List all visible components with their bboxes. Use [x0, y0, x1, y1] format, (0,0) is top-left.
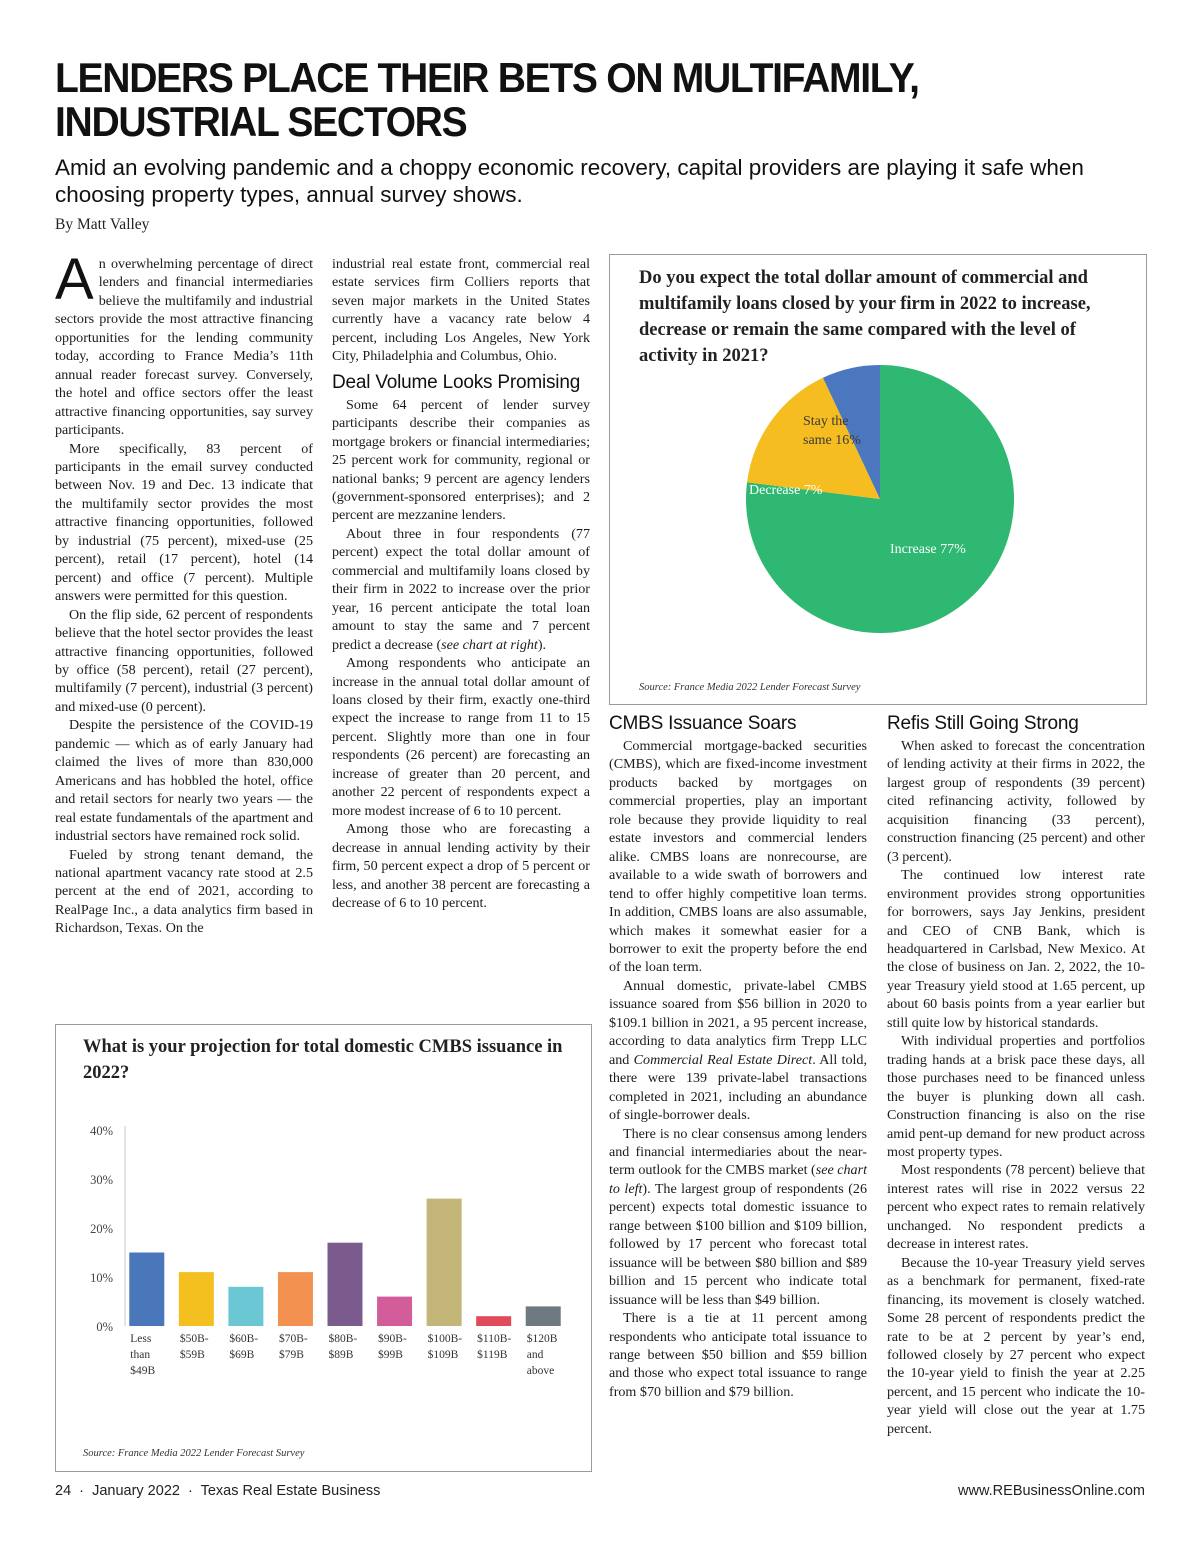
footer-website-link[interactable]: www.REBusinessOnline.com: [958, 1483, 1145, 1499]
x-tick-label: $100B-: [427, 1333, 463, 1345]
x-tick-label: above: [526, 1365, 555, 1377]
paragraph: There is a tie at 11 percent among respondents who anticipate total issuance to range between $50 billion and $59 billion and those who expect total issuance to range from $70 billion and $79 billion.: [609, 1310, 867, 1400]
bar: [179, 1272, 214, 1326]
x-tick-label: $79B: [278, 1349, 304, 1361]
bar-chart-source: Source: France Media 2022 Lender Forecast Survey: [83, 1448, 305, 1459]
paragraph: Fueled by strong tenant demand, the national apartment vacancy rate stood at 2.5 percent at the end of 2021, according to RealPage Inc., a data analytics firm based in Richardson, Texas. On the: [55, 846, 313, 937]
y-tick-label: 0%: [96, 1320, 113, 1334]
paragraph: [332, 525, 590, 654]
x-tick-label: $110B-: [477, 1333, 512, 1345]
y-tick-label: 30%: [90, 1173, 113, 1187]
publication-name: Commercial Real Estate Direct: [633, 1051, 813, 1068]
x-tick-label: $90B-: [378, 1333, 407, 1345]
x-tick-label: $60B-: [229, 1333, 259, 1345]
chart-reference: see chart to left: [609, 1162, 867, 1197]
x-tick-label: $50B-: [179, 1333, 209, 1345]
paragraph: Despite the persistence of the COVID-19 pandemic — which as of early January had claimed the lives of more than 830,000 Americans and has hobbled the hotel, office and retail sectors for nearly two years — the real estate fundamentals of the apartment and industrial sectors have remained rock solid.: [55, 717, 313, 845]
x-tick-label: $80B-: [328, 1333, 358, 1345]
bar-chart-box: [55, 1024, 592, 1472]
paragraph: Commercial mortgage-backed securities (CMBS), which are fixed-income investment products backed by mortgages on commercial properties, play an important role because they provide liquidity to real estate investors and commercial lenders alike. CMBS loans are nonrecourse, are available to a wide swath of borrowers and tend to offer highly competitive loan terms. In addition, CMBS loans are also assumable, which makes it somewhat easier for a borrower to exit the property before the end of the loan term.: [609, 738, 867, 976]
bar: [328, 1243, 363, 1326]
bar: [476, 1316, 511, 1326]
bar-chart: [56, 1025, 591, 1471]
paragraph: [609, 977, 867, 1125]
y-tick-label: 10%: [90, 1271, 113, 1285]
paragraph: On the flip side, 62 percent of respondents believe that the hotel sector provides the least attractive financing opportunities, followed by office (58 percent), retail (27 percent), multifamily (7 percent), industrial (3 percent) and mixed-use (0 percent).: [55, 606, 313, 715]
x-tick-label: and: [526, 1349, 544, 1361]
x-tick-label: $109B: [427, 1349, 459, 1361]
x-tick-label: $89B: [328, 1349, 354, 1361]
footer-page-info: 24 · January 2022 · Texas Real Estate Business: [55, 1483, 381, 1499]
bar: [129, 1253, 164, 1327]
y-tick-label: 20%: [90, 1222, 113, 1236]
subheadline: Amid an evolving pandemic and a choppy economic recovery, capital providers are playing it safe when choosing property types, annual survey shows.: [55, 155, 1084, 207]
pie-chart-box: [609, 254, 1147, 705]
pie-label-increase: Increase 77%: [890, 542, 966, 557]
paragraph: [609, 1125, 867, 1310]
section-heading-cmbs: CMBS Issuance Soars: [609, 713, 797, 734]
bar-chart-question: What is your projection for total domestic CMBS issuance in 2022?: [83, 1037, 563, 1083]
paragraph-text: n overwhelming percentage of direct lenders and financial intermediaries believe the multifamily and industrial sectors provide the most attractive financing opportunities for the lending community today, according to France Media’s 11th annual reader forecast survey. Conversely, the hotel and office sectors offer the least attractive financing opportunities, say survey participants.: [55, 256, 313, 439]
paragraph-text: . All told, there were 139 private-label transactions completed in 2021, including an abundance of single-borrower deals.: [609, 1051, 867, 1124]
paragraph-text: Annual domestic, private-label CMBS issuance soared from $56 billion in 2020 to $109.1 billion in 2021, a 95 percent increase, according to data analytics firm Trepp LLC and: [609, 977, 867, 1068]
paragraph: Among respondents who anticipate an increase in the annual total dollar amount of loans closed by their firm, exactly one-third expect the increase to range from 11 to 15 percent. Slightly more than one in four respondents (26 percent) are forecasting an increase of greater than 20 percent, and another 22 percent of respondents expect a more modest increase of 6 to 10 percent.: [332, 655, 590, 819]
pie-label-same-line1: Stay the: [803, 414, 849, 429]
x-tick-label: $120B: [526, 1333, 558, 1345]
paragraph-text: ). The largest group of respondents (26 percent) expects total domestic issuance to range between $100 billion and $109 billion, followed by 17 percent who forecast total issuance will be between $80 billion and $89 billion and 15 percent who indicate total issuance will be less than $49 billion.: [609, 1180, 867, 1308]
bar: [427, 1199, 462, 1326]
paragraph: Among those who are forecasting a decrease in annual lending activity by their firm, 50 percent expect a drop of 5 percent or less, and another 38 percent are forecasting a decrease of 6 to 10 percent.: [332, 821, 590, 911]
x-tick-label: $119B: [477, 1349, 508, 1361]
paragraph: Because the 10-year Treasury yield serves as a benchmark for permanent, fixed-rate financing, its movement is closely watched. Some 28 percent of respondents predict the rate to be at 2 percent by year’s end, followed closely by 27 percent who expect the 10-year yield to finish the year at 2.25 percent, and 15 percent who indicate the 10-year yield will close out the year at 1.75 percent.: [887, 1254, 1145, 1437]
paragraph: When asked to forecast the concentration of lending activity at their firms in 2022, the largest group of respondents (39 percent) cited refinancing activity, followed by acquisition financing (33 percent), construction financing (25 percent) and other (3 percent).: [887, 738, 1145, 865]
bar: [228, 1287, 263, 1326]
chart-reference: see chart at right: [441, 636, 538, 653]
article-column-1: [55, 247, 313, 938]
pie-label-same-line2: same 16%: [803, 433, 861, 448]
pie-chart-source: Source: France Media 2022 Lender Forecast Survey: [639, 682, 861, 693]
paragraph: industrial real estate front, commercial real estate services firm Colliers reports that seven major markets in the United States currently have a vacancy rate below 4 percent, including Los Angeles, New York City, Philadelphia and Columbus, Ohio.: [332, 256, 590, 365]
article-column-4: [887, 713, 1145, 1438]
paragraph: With individual properties and portfolios trading hands at a brisk pace these days, all those purchases need to be financed unless the buyer is plunking down all cash. Construction financing is also on the rise amid pent-up demand for new product across most property types.: [887, 1033, 1145, 1160]
x-tick-label: than: [130, 1349, 151, 1361]
bar: [526, 1306, 561, 1326]
paragraph: More specifically, 83 percent of participants in the email survey conducted between Nov. 19 and Dec. 13 indicate that the multifamily sector provides the most attractive financing opportunities, followed by industrial (75 percent), mixed-use (25 percent), retail (17 percent), hotel (14 percent) and office (7 percent). Multiple answers were permitted for this question.: [55, 440, 313, 605]
bar: [278, 1272, 313, 1326]
paragraph-text: About three in four respondents (77 percent) expect the total dollar amount of commercial and multifamily loans closed by their firm in 2022 to increase over the prior year, 16 percent anticipate the total loan amount to stay the same and 7 percent predict a decrease (: [332, 525, 590, 653]
article-column-3: [609, 713, 867, 1401]
article-column-2: [332, 255, 590, 912]
paragraph: [55, 247, 313, 440]
x-tick-label: $49B: [130, 1365, 156, 1377]
bar: [377, 1297, 412, 1326]
paragraph: The continued low interest rate environment provides strong opportunities for borrowers, says Jay Jenkins, president and CEO of CNB Bank, which is headquartered in Carlsbad, New Mexico. At the close of business on Jan. 2, 2022, the 10-year Treasury yield stood at 1.65 percent, up about 60 basis points from a year earlier but still quite low by historical standards.: [887, 867, 1145, 1031]
pie-chart: [610, 255, 1146, 704]
x-tick-label: $69B: [229, 1349, 255, 1361]
paragraph-text: There is no clear consensus among lenders and financial intermediaries about the near-term outlook for the CMBS market (: [609, 1125, 867, 1179]
drop-cap: A: [55, 247, 94, 312]
x-tick-label: Less: [130, 1333, 152, 1345]
x-tick-label: $70B-: [278, 1333, 308, 1345]
y-tick-label: 40%: [90, 1124, 113, 1138]
byline: By Matt Valley: [55, 216, 150, 233]
pie-label-decrease: Decrease 7%: [749, 483, 823, 498]
section-heading-deal-volume: Deal Volume Looks Promising: [332, 371, 581, 393]
section-heading-refis: Refis Still Going Strong: [887, 713, 1079, 734]
paragraph: Some 64 percent of lender survey participants describe their companies as mortgage brokers or financial intermediaries; 25 percent work for community, regional or national banks; 9 percent are agency lenders (government-sponsored enterprises); and 2 percent are mezzanine lenders.: [332, 396, 590, 524]
x-tick-label: $99B: [378, 1349, 403, 1361]
paragraph: Most respondents (78 percent) believe that interest rates will rise in 2022 versus 22 percent who expect rates to remain relatively unchanged. No respondent predicts a decrease in interest rates.: [887, 1162, 1145, 1253]
x-tick-label: $59B: [179, 1349, 205, 1361]
paragraph-text: ).: [537, 636, 547, 653]
pie-chart-question: Do you expect the total dollar amount of commercial and multifamily loans closed by your firm in 2022 to increase, decrease or remain the same compared with the level of activity in 2021?: [639, 268, 1091, 366]
headline: LENDERS PLACE THEIR BETS ON MULTIFAMILY, INDUSTRIAL SECTORS: [55, 54, 919, 145]
